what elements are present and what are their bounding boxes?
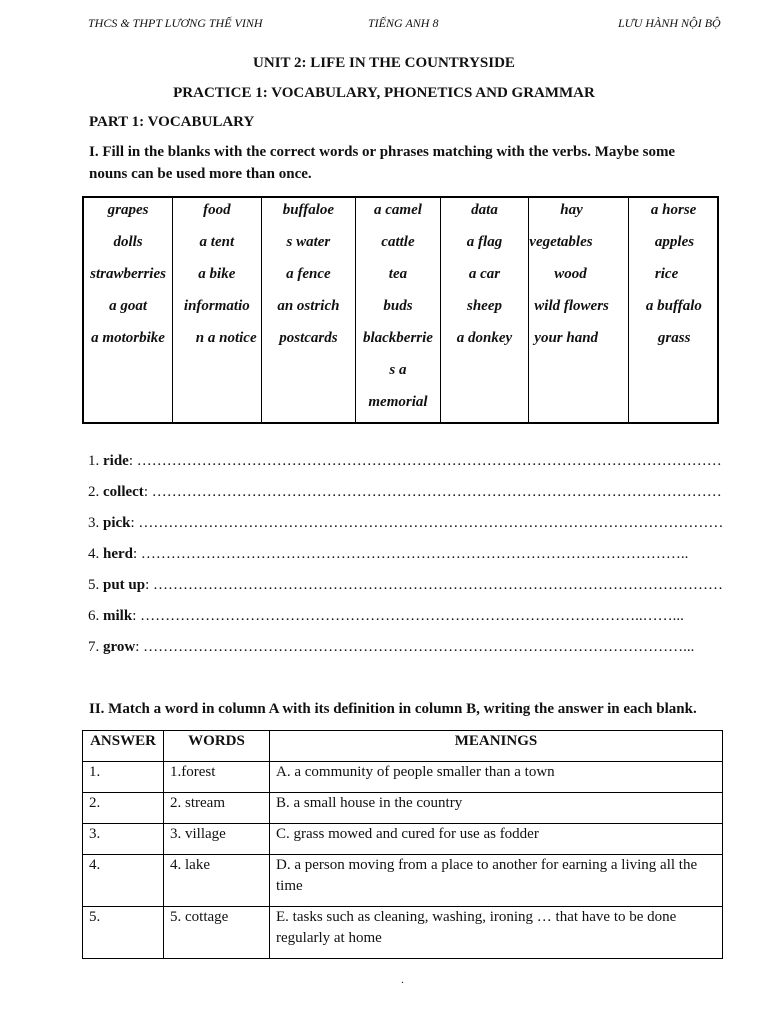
exercise-verb: ride xyxy=(103,453,129,469)
word-cell: a horse xyxy=(650,202,697,218)
table-row xyxy=(83,855,723,907)
word-cell: cattle xyxy=(381,234,415,250)
word-cell: a camel xyxy=(374,202,422,218)
word-cell: a fence xyxy=(286,266,331,282)
matching-table xyxy=(82,730,723,959)
exercise-verb: collect xyxy=(103,484,144,500)
answer-blank[interactable]: : …………………………………………………………………………………………………… xyxy=(143,484,722,500)
word-cell: memorial xyxy=(368,394,428,410)
word-cell: tea xyxy=(388,266,408,282)
answer-blank[interactable]: : ………………………………………………………………………………………..……... xyxy=(132,608,684,624)
exercise-number: 2. xyxy=(88,484,103,500)
answer-blank[interactable]: : ………………………………………………………………………………………………... xyxy=(135,639,695,655)
meaning-cell: D. a person moving from a place to another for earning a living all the time xyxy=(270,855,723,907)
word-column-3 xyxy=(261,197,356,423)
word-column-5 xyxy=(440,197,529,423)
word-cell: a buffalo xyxy=(645,298,702,314)
word-column-4 xyxy=(356,197,441,423)
exercise-line[interactable] xyxy=(88,577,723,594)
column-header-answer: ANSWER xyxy=(83,731,164,762)
word-table xyxy=(82,196,719,424)
word-cell: your hand xyxy=(534,330,599,346)
meaning-cell: E. tasks such as cleaning, washing, ironing … that have to be done regularly at home xyxy=(270,907,723,959)
word-cell: a tent xyxy=(199,234,235,250)
word-cell: blackberrie xyxy=(362,330,433,346)
word-cell: data xyxy=(471,202,498,218)
word-column-7 xyxy=(628,197,718,423)
answer-cell[interactable]: 5. xyxy=(83,907,164,959)
answer-cell[interactable]: 4. xyxy=(83,855,164,907)
exercise-number: 5. xyxy=(88,577,103,593)
word-cell: a bike xyxy=(198,266,236,282)
word-cell: strawberries xyxy=(90,266,166,282)
header-subject: TIẾNG ANH 8 xyxy=(368,16,439,30)
word-cell: an ostrich xyxy=(277,298,340,314)
exercise-line[interactable] xyxy=(88,453,722,470)
answer-cell[interactable]: 1. xyxy=(83,762,164,793)
header-school: THCS & THPT LƯƠNG THẾ VINH xyxy=(88,16,263,30)
matching-header-row xyxy=(83,731,723,762)
word-cell: a goat xyxy=(109,298,147,314)
exercise-number: 1. xyxy=(88,453,103,469)
meaning-cell: A. a community of people smaller than a town xyxy=(270,762,723,793)
word-cell: a car xyxy=(468,266,501,282)
exercise-number: 4. xyxy=(88,546,103,562)
exercise-verb: put up xyxy=(103,577,146,593)
word-cell: a flag xyxy=(466,234,503,250)
word-cell: dolls xyxy=(113,234,143,250)
word-cell: 3. village xyxy=(164,824,270,855)
word-cell: postcards xyxy=(279,330,338,346)
exercise-line[interactable] xyxy=(88,608,684,625)
answer-blank[interactable]: : ……………………………………………………………………………………………………… xyxy=(130,515,724,531)
word-cell: wood xyxy=(554,266,587,282)
word-cell: vegetables xyxy=(529,234,593,250)
practice-title: PRACTICE 1: VOCABULARY, PHONETICS AND GRAMMAR xyxy=(173,85,595,101)
exercise-number: 6. xyxy=(88,608,103,624)
word-cell: sheep xyxy=(467,298,502,314)
answer-blank[interactable]: : ……………………………………………………………………………………………………… xyxy=(128,453,722,469)
word-cell: grapes xyxy=(107,202,149,218)
word-cell: hay xyxy=(560,202,583,218)
word-cell: 5. cottage xyxy=(164,907,270,959)
header-circulation: LƯU HÀNH NỘI BỘ xyxy=(618,16,721,30)
unit-title: UNIT 2: LIFE IN THE COUNTRYSIDE xyxy=(253,55,515,71)
answer-cell[interactable]: 3. xyxy=(83,824,164,855)
table-row xyxy=(83,762,723,793)
meaning-cell: B. a small house in the country xyxy=(270,793,723,824)
table-row xyxy=(83,793,723,824)
word-cell: rice xyxy=(654,266,679,282)
exercise-line[interactable] xyxy=(88,546,688,563)
word-column-6 xyxy=(529,197,629,423)
answer-blank[interactable]: : ……………………………………………………………………………………………….. xyxy=(133,546,689,562)
word-cell: informatio xyxy=(183,298,250,314)
word-cell: wild flowers xyxy=(534,298,609,314)
exercise-verb: herd xyxy=(103,546,133,562)
word-cell: 2. stream xyxy=(164,793,270,824)
word-cell: n a notice xyxy=(195,330,257,346)
word-cell: s water xyxy=(286,234,331,250)
word-cell: a donkey xyxy=(456,330,513,346)
section2-instruction: II. Match a word in column A with its definition in column B, writing the answer in each blank. xyxy=(89,701,697,717)
section1-instruction-line2: nouns can be used more than once. xyxy=(89,166,312,182)
column-header-meanings: MEANINGS xyxy=(270,731,723,762)
table-row xyxy=(83,824,723,855)
word-cell: grass xyxy=(657,330,691,346)
word-cell: buds xyxy=(383,298,413,314)
exercise-verb: pick xyxy=(103,515,131,531)
word-cell: 4. lake xyxy=(164,855,270,907)
exercise-number: 7. xyxy=(88,639,103,655)
section1-instruction xyxy=(89,144,675,188)
word-cell: buffaloe xyxy=(282,202,335,218)
meaning-cell: C. grass mowed and cured for use as fodder xyxy=(270,824,723,855)
word-cell: a motorbike xyxy=(91,330,165,346)
word-cell: apples xyxy=(654,234,695,250)
word-column-2 xyxy=(173,197,262,423)
exercise-verb: milk xyxy=(103,608,133,624)
word-cell: food xyxy=(203,202,231,218)
exercise-verb: grow xyxy=(103,639,136,655)
answer-blank[interactable]: : …………………………………………………………………………………………………… xyxy=(145,577,724,593)
word-column-1 xyxy=(83,197,173,423)
answer-cell[interactable]: 2. xyxy=(83,793,164,824)
column-header-words: WORDS xyxy=(164,731,270,762)
word-cell: s a xyxy=(389,362,407,378)
table-row xyxy=(83,907,723,959)
exercise-line[interactable] xyxy=(88,484,722,501)
exercise-number: 3. xyxy=(88,515,103,531)
section1-instruction-line1: I. Fill in the blanks with the correct words or phrases matching with the verbs. Maybe some xyxy=(89,144,676,160)
word-cell: 1.forest xyxy=(164,762,270,793)
footer-mark: . xyxy=(401,972,404,986)
exercise-line[interactable] xyxy=(88,515,723,532)
exercise-line[interactable] xyxy=(88,639,694,656)
part-title: PART 1: VOCABULARY xyxy=(89,114,255,130)
